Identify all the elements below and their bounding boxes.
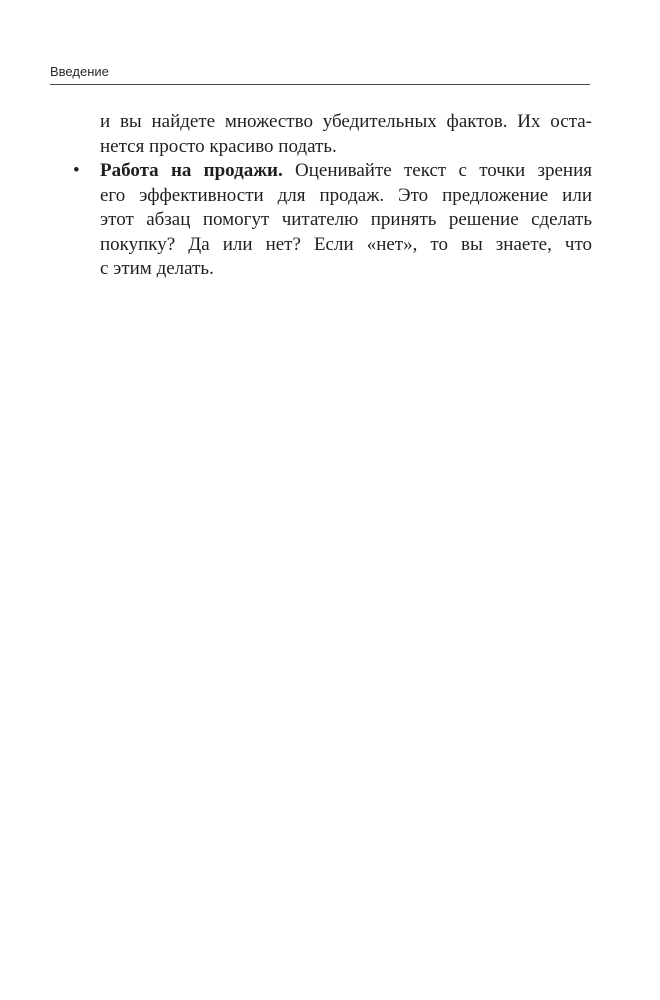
text-line <box>100 159 592 184</box>
bullet-list-item <box>73 159 592 282</box>
bullet-icon: • <box>73 160 80 181</box>
bullet-lead-term: Работа на продажи. <box>100 160 283 181</box>
running-header-title: Введение <box>50 64 109 79</box>
text-line: его эффективности для продаж. Это предложение или <box>100 184 592 206</box>
bullet-text: Оценивайте текст с точки зрения <box>282 160 592 181</box>
text-line: нется просто красиво подать. <box>100 135 337 157</box>
text-line: этот абзац помогут читателю принять решение сделать <box>100 209 592 230</box>
continuation-paragraph <box>100 110 592 159</box>
text-line: и вы найдете множество убедительных фактов. Их оста- <box>100 111 592 132</box>
text-line: с этим делать. <box>100 258 214 279</box>
text-line: покупку? Да или нет? Если «нет», то вы знаете, что <box>100 233 592 255</box>
header-rule <box>50 84 590 85</box>
page-body <box>73 110 592 282</box>
